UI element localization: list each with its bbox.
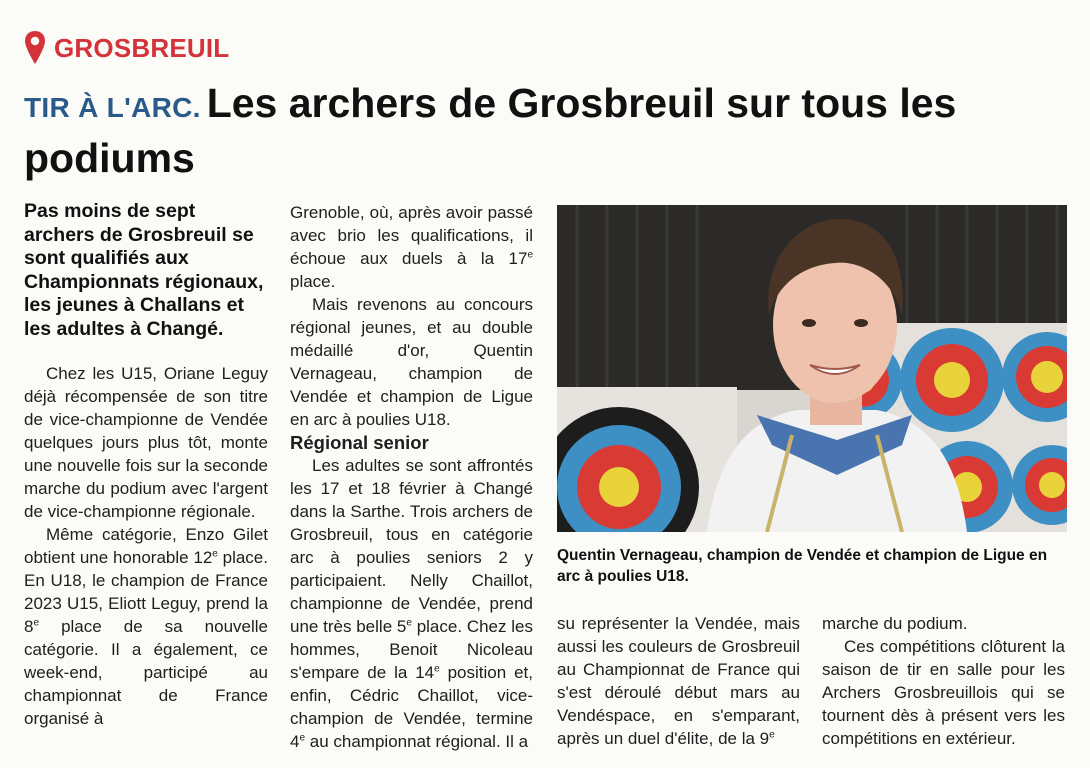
paragraph: Les adultes se sont affrontés les 17 et 18 février à Changé dans la Sarthe. Trois archers de Grosbreuil, tous en catégorie arc à poulies seniors 2 y participaient. Nelly Chaillot, championne de Vendée, prend une très belle 5e place. Chez les hommes, Benoit Nicoleau s'empare de la 14e position et, enfin, Cédric Chaillot, vice-champion de Vendée, termine 4e au championnat régional. Il a (290, 456, 534, 751)
location-header (24, 30, 229, 66)
paragraph: Ces compétitions clôturent la saison de tir en salle pour les Archers Grosbreuillois qui se tournent dès à présent vers les compétitions en extérieur. (822, 637, 1065, 748)
article-photo (557, 205, 1067, 532)
photo-caption: Quentin Vernageau, champion de Vendée et champion de Ligue en arc à poulies U18. (557, 547, 1048, 585)
paragraph: marche du podium. (822, 614, 968, 633)
paragraph: Grenoble, où, après avoir passé avec brio les qualifications, il échoue aux duels à la 17e place. (290, 203, 533, 291)
paragraph: su représenter la Vendée, mais aussi les couleurs de Grosbreuil au Championnat de France qui s'est déroulé début mars au Vendéspace, en s'emparant, après un duel d'élite, de la 9e (557, 614, 800, 748)
headline-title: Les archers de Grosbreuil sur tous les podiums (24, 80, 957, 181)
headline-kicker: TIR À L'ARC. (24, 92, 201, 123)
map-pin-icon (24, 30, 46, 66)
article-column-4 (822, 612, 1065, 750)
article-column-2 (290, 201, 533, 753)
article-column-1 (24, 362, 268, 730)
archery-target (900, 328, 1004, 432)
headline (24, 78, 1074, 183)
article-column-3 (557, 612, 800, 750)
location-name: GROSBREUIL (54, 32, 230, 63)
paragraph: Mais revenons au concours régional jeunes, et au double médaillé d'or, Quentin Vernageau, champion de Vendée et champion de Ligue en arc à poulies U18. (290, 295, 533, 429)
section-subhead: Régional senior (290, 432, 429, 453)
paragraph: Chez les U15, Oriane Leguy déjà récompensée de son titre de vice-championne de Vendée quelques jours plus tôt, monte une nouvelle fois sur la seconde marche du podium avec l'argent de vice-championne régionale. (24, 364, 268, 521)
archer-portrait-photo (557, 205, 1067, 532)
paragraph: Même catégorie, Enzo Gilet obtient une honorable 12e place. En U18, le champion de France 2023 U15, Eliott Leguy, prend la 8e place de sa nouvelle catégorie. Il a également, ce week-end, participé au championnat de France organisé à (24, 525, 268, 728)
article-lead: Pas moins de sept archers de Grosbreuil se sont qualifiés aux Championnats régionaux, les jeunes à Challans et les adultes à Changé. (24, 200, 264, 340)
